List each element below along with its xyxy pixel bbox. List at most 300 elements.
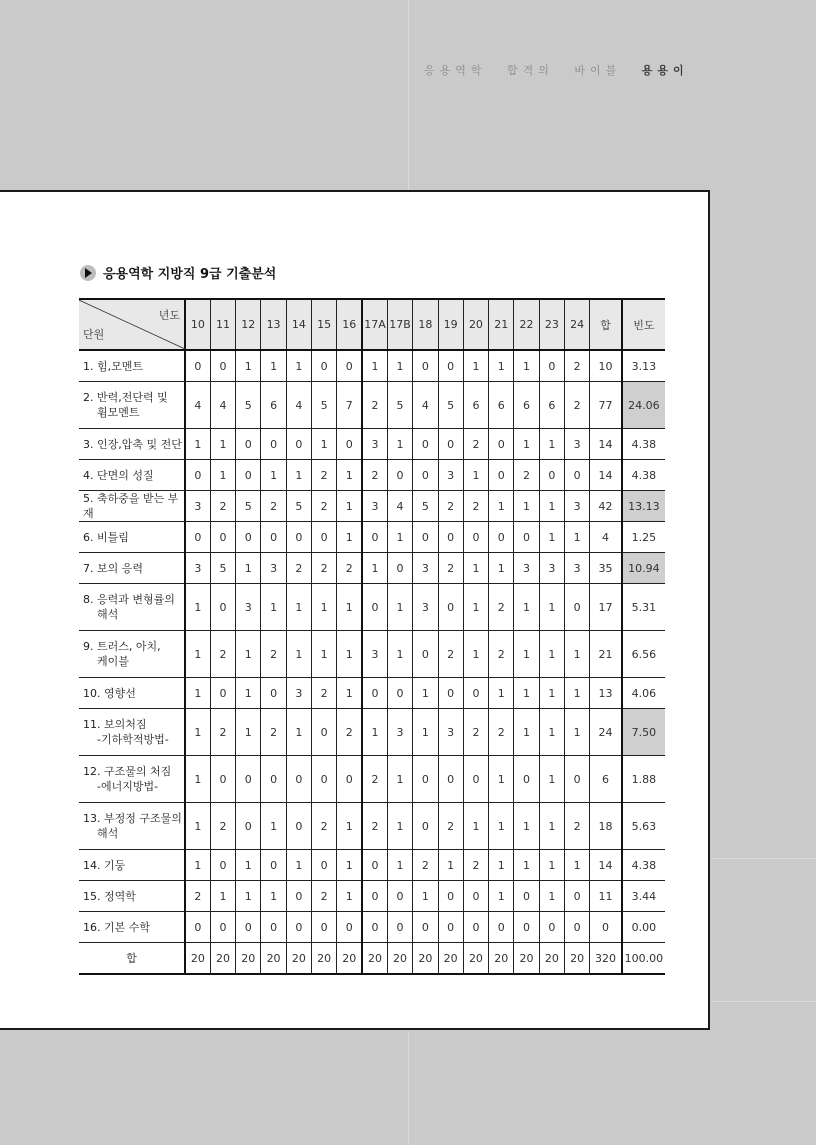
sum-header: 합 — [590, 299, 622, 350]
count-cell: 2 — [312, 881, 337, 912]
count-cell: 3 — [564, 491, 589, 522]
count-cell: 1 — [514, 631, 539, 678]
table-row — [79, 803, 665, 850]
count-cell: 2 — [286, 553, 311, 584]
count-cell: 0 — [261, 678, 286, 709]
count-cell: 20 — [210, 943, 235, 975]
count-cell: 0 — [413, 429, 438, 460]
unit-label — [79, 678, 185, 709]
count-cell: 1 — [489, 678, 514, 709]
unit-label-line2: -에너지방법- — [97, 780, 159, 793]
sum-cell: 24 — [590, 709, 622, 756]
count-cell: 0 — [438, 912, 463, 943]
year-header: 21 — [489, 299, 514, 350]
section-title — [80, 263, 276, 282]
sum-cell: 14 — [590, 850, 622, 881]
table-row — [79, 709, 665, 756]
count-cell: 1 — [387, 850, 412, 881]
count-cell: 0 — [337, 912, 362, 943]
year-header: 19 — [438, 299, 463, 350]
count-cell: 0 — [387, 460, 412, 491]
table-row — [79, 912, 665, 943]
table-row — [79, 522, 665, 553]
unit-label — [79, 850, 185, 881]
count-cell: 0 — [312, 522, 337, 553]
table-row — [79, 631, 665, 678]
count-cell: 2 — [210, 709, 235, 756]
count-cell: 1 — [463, 553, 488, 584]
count-cell: 0 — [438, 350, 463, 382]
count-cell: 0 — [463, 756, 488, 803]
corner-year-label: 년도 — [158, 309, 181, 322]
frequency-cell: 1.25 — [622, 522, 665, 553]
count-cell: 1 — [236, 631, 261, 678]
year-header: 15 — [312, 299, 337, 350]
frequency-cell: 1.88 — [622, 756, 665, 803]
count-cell: 0 — [438, 522, 463, 553]
count-cell: 3 — [564, 429, 589, 460]
frequency-cell: 24.06 — [622, 382, 665, 429]
frequency-cell: 3.13 — [622, 350, 665, 382]
count-cell: 0 — [564, 756, 589, 803]
background-divider — [408, 1031, 409, 1145]
count-cell: 3 — [185, 491, 210, 522]
count-cell: 2 — [438, 491, 463, 522]
count-cell: 0 — [185, 912, 210, 943]
count-cell: 1 — [514, 709, 539, 756]
count-cell: 0 — [261, 850, 286, 881]
count-cell: 1 — [539, 709, 564, 756]
count-cell: 20 — [337, 943, 362, 975]
count-cell: 1 — [489, 850, 514, 881]
count-cell: 0 — [236, 756, 261, 803]
table-row — [79, 460, 665, 491]
count-cell: 1 — [387, 756, 412, 803]
unit-label — [79, 460, 185, 491]
unit-label-line1: 2. 반력,전단력 및 — [83, 391, 168, 404]
count-cell: 1 — [236, 709, 261, 756]
count-cell: 0 — [438, 756, 463, 803]
count-cell: 1 — [337, 631, 362, 678]
count-cell: 1 — [463, 631, 488, 678]
count-cell: 4 — [210, 382, 235, 429]
unit-label — [79, 943, 185, 975]
count-cell: 6 — [489, 382, 514, 429]
running-header-part: 응용역학 — [424, 64, 487, 77]
table-row — [79, 850, 665, 881]
count-cell: 0 — [514, 881, 539, 912]
count-cell: 0 — [362, 850, 387, 881]
unit-label-line2: 해석 — [97, 827, 119, 840]
count-cell: 1 — [564, 678, 589, 709]
sum-cell: 35 — [590, 553, 622, 584]
year-header: 11 — [210, 299, 235, 350]
count-cell: 20 — [539, 943, 564, 975]
year-header: 24 — [564, 299, 589, 350]
count-cell: 3 — [564, 553, 589, 584]
count-cell: 0 — [489, 522, 514, 553]
count-cell: 0 — [312, 350, 337, 382]
count-cell: 1 — [312, 429, 337, 460]
count-cell: 1 — [337, 522, 362, 553]
count-cell: 0 — [564, 912, 589, 943]
count-cell: 1 — [261, 350, 286, 382]
count-cell: 1 — [463, 460, 488, 491]
count-cell: 5 — [387, 382, 412, 429]
count-cell: 1 — [337, 460, 362, 491]
count-cell: 0 — [312, 850, 337, 881]
count-cell: 1 — [564, 850, 589, 881]
count-cell: 0 — [463, 678, 488, 709]
frequency-cell: 100.00 — [622, 943, 665, 975]
count-cell: 0 — [185, 460, 210, 491]
count-cell: 1 — [387, 584, 412, 631]
count-cell: 0 — [362, 522, 387, 553]
unit-label-line1: 8. 응력과 변형률의 — [83, 593, 175, 606]
count-cell: 1 — [236, 850, 261, 881]
count-cell: 0 — [261, 912, 286, 943]
count-cell: 0 — [210, 850, 235, 881]
count-cell: 1 — [210, 881, 235, 912]
play-bullet-icon — [80, 265, 96, 281]
count-cell: 2 — [312, 678, 337, 709]
count-cell: 1 — [261, 881, 286, 912]
count-cell: 0 — [539, 912, 564, 943]
count-cell: 20 — [489, 943, 514, 975]
unit-label-line2: 케이블 — [97, 655, 129, 668]
count-cell: 0 — [463, 912, 488, 943]
unit-label-line1: 3. 인장,압축 및 전단 — [83, 437, 182, 451]
count-cell: 1 — [185, 756, 210, 803]
count-cell: 0 — [413, 460, 438, 491]
year-header: 10 — [185, 299, 210, 350]
count-cell: 0 — [362, 584, 387, 631]
count-cell: 6 — [539, 382, 564, 429]
count-cell: 1 — [387, 350, 412, 382]
count-cell: 1 — [286, 584, 311, 631]
count-cell: 1 — [438, 850, 463, 881]
table-row — [79, 756, 665, 803]
count-cell: 1 — [564, 709, 589, 756]
count-cell: 1 — [539, 429, 564, 460]
count-cell: 2 — [210, 631, 235, 678]
count-cell: 1 — [564, 522, 589, 553]
count-cell: 0 — [564, 584, 589, 631]
count-cell: 0 — [236, 912, 261, 943]
count-cell: 1 — [236, 881, 261, 912]
count-cell: 2 — [438, 803, 463, 850]
sum-cell: 18 — [590, 803, 622, 850]
count-cell: 0 — [337, 350, 362, 382]
year-header: 20 — [463, 299, 488, 350]
count-cell: 0 — [261, 522, 286, 553]
count-cell: 0 — [210, 522, 235, 553]
frequency-cell: 4.38 — [622, 850, 665, 881]
frequency-cell: 10.94 — [622, 553, 665, 584]
count-cell: 1 — [236, 350, 261, 382]
count-cell: 1 — [286, 709, 311, 756]
count-cell: 0 — [286, 881, 311, 912]
sum-cell: 4 — [590, 522, 622, 553]
count-cell: 0 — [438, 429, 463, 460]
count-cell: 0 — [413, 350, 438, 382]
count-cell: 1 — [286, 850, 311, 881]
count-cell: 0 — [564, 460, 589, 491]
unit-label — [79, 522, 185, 553]
unit-label — [79, 429, 185, 460]
frequency-cell: 5.31 — [622, 584, 665, 631]
count-cell: 3 — [261, 553, 286, 584]
count-cell: 0 — [236, 522, 261, 553]
count-cell: 3 — [514, 553, 539, 584]
count-cell: 0 — [261, 756, 286, 803]
count-cell: 2 — [362, 460, 387, 491]
count-cell: 1 — [337, 491, 362, 522]
count-cell: 0 — [261, 429, 286, 460]
count-cell: 0 — [539, 350, 564, 382]
year-header: 18 — [413, 299, 438, 350]
year-header: 12 — [236, 299, 261, 350]
count-cell: 1 — [185, 803, 210, 850]
background-divider — [712, 858, 816, 859]
unit-label-line1: 16. 기본 수학 — [83, 920, 150, 934]
count-cell: 1 — [413, 709, 438, 756]
corner-header — [79, 299, 185, 350]
frequency-cell: 5.63 — [622, 803, 665, 850]
unit-label-line1: 4. 단면의 성질 — [83, 468, 154, 482]
count-cell: 0 — [210, 584, 235, 631]
unit-label — [79, 553, 185, 584]
count-cell: 0 — [185, 522, 210, 553]
count-cell: 1 — [312, 584, 337, 631]
count-cell: 3 — [185, 553, 210, 584]
table-row — [79, 350, 665, 382]
count-cell: 2 — [489, 709, 514, 756]
count-cell: 0 — [438, 584, 463, 631]
count-cell: 2 — [413, 850, 438, 881]
count-cell: 0 — [489, 460, 514, 491]
count-cell: 1 — [286, 631, 311, 678]
table-row — [79, 491, 665, 522]
count-cell: 0 — [413, 803, 438, 850]
count-cell: 1 — [236, 678, 261, 709]
count-cell: 2 — [312, 553, 337, 584]
count-cell: 5 — [236, 382, 261, 429]
sum-cell: 14 — [590, 460, 622, 491]
count-cell: 0 — [286, 912, 311, 943]
unit-label-line1: 11. 보의처짐 — [83, 718, 147, 731]
count-cell: 0 — [514, 912, 539, 943]
count-cell: 6 — [463, 382, 488, 429]
count-cell: 1 — [337, 678, 362, 709]
count-cell: 2 — [564, 350, 589, 382]
count-cell: 5 — [210, 553, 235, 584]
count-cell: 20 — [387, 943, 412, 975]
count-cell: 0 — [210, 350, 235, 382]
frequency-cell: 6.56 — [622, 631, 665, 678]
count-cell: 3 — [413, 584, 438, 631]
count-cell: 0 — [362, 678, 387, 709]
frequency-cell: 13.13 — [622, 491, 665, 522]
sum-cell: 21 — [590, 631, 622, 678]
count-cell: 2 — [261, 631, 286, 678]
count-cell: 0 — [236, 429, 261, 460]
count-cell: 0 — [413, 912, 438, 943]
year-header: 14 — [286, 299, 311, 350]
sum-cell: 17 — [590, 584, 622, 631]
count-cell: 1 — [337, 803, 362, 850]
count-cell: 1 — [539, 756, 564, 803]
count-cell: 2 — [337, 709, 362, 756]
count-cell: 0 — [286, 429, 311, 460]
frequency-cell: 4.38 — [622, 460, 665, 491]
count-cell: 2 — [362, 803, 387, 850]
count-cell: 6 — [261, 382, 286, 429]
count-cell: 1 — [362, 709, 387, 756]
unit-label-line2: 해석 — [97, 608, 119, 621]
count-cell: 0 — [564, 881, 589, 912]
count-cell: 1 — [387, 429, 412, 460]
count-cell: 1 — [185, 678, 210, 709]
count-cell: 0 — [387, 912, 412, 943]
count-cell: 1 — [286, 460, 311, 491]
count-cell: 0 — [514, 756, 539, 803]
unit-label-line1: 12. 구조물의 처짐 — [83, 765, 172, 778]
count-cell: 1 — [337, 584, 362, 631]
count-cell: 3 — [438, 460, 463, 491]
count-cell: 1 — [489, 756, 514, 803]
table-row — [79, 382, 665, 429]
count-cell: 1 — [337, 850, 362, 881]
count-cell: 6 — [514, 382, 539, 429]
count-cell: 1 — [185, 429, 210, 460]
count-cell: 0 — [236, 460, 261, 491]
count-cell: 0 — [210, 678, 235, 709]
unit-label — [79, 912, 185, 943]
year-header: 13 — [261, 299, 286, 350]
count-cell: 1 — [236, 553, 261, 584]
count-cell: 0 — [337, 429, 362, 460]
running-header — [424, 62, 689, 78]
count-cell: 0 — [210, 912, 235, 943]
frequency-cell: 4.38 — [622, 429, 665, 460]
count-cell: 1 — [463, 584, 488, 631]
count-cell: 0 — [286, 522, 311, 553]
count-cell: 0 — [387, 678, 412, 709]
count-cell: 1 — [539, 678, 564, 709]
count-cell: 3 — [286, 678, 311, 709]
count-cell: 1 — [539, 522, 564, 553]
count-cell: 3 — [413, 553, 438, 584]
count-cell: 2 — [514, 460, 539, 491]
count-cell: 1 — [489, 491, 514, 522]
count-cell: 2 — [489, 584, 514, 631]
count-cell: 1 — [387, 522, 412, 553]
count-cell: 2 — [564, 382, 589, 429]
count-cell: 2 — [362, 382, 387, 429]
count-cell: 1 — [539, 631, 564, 678]
unit-label-line1: 6. 비틀림 — [83, 530, 129, 544]
count-cell: 1 — [362, 553, 387, 584]
count-cell: 20 — [261, 943, 286, 975]
count-cell: 1 — [514, 350, 539, 382]
count-cell: 0 — [362, 912, 387, 943]
unit-label-line2: -기하학적방법- — [97, 733, 169, 746]
count-cell: 0 — [387, 881, 412, 912]
count-cell: 1 — [539, 881, 564, 912]
unit-label — [79, 881, 185, 912]
count-cell: 1 — [337, 881, 362, 912]
count-cell: 1 — [564, 631, 589, 678]
count-cell: 7 — [337, 382, 362, 429]
count-cell: 0 — [413, 631, 438, 678]
table-row — [79, 429, 665, 460]
count-cell: 1 — [286, 350, 311, 382]
sum-cell: 14 — [590, 429, 622, 460]
count-cell: 1 — [539, 584, 564, 631]
count-cell: 2 — [261, 491, 286, 522]
count-cell: 2 — [362, 756, 387, 803]
count-cell: 2 — [312, 491, 337, 522]
count-cell: 2 — [463, 429, 488, 460]
table-header-row — [79, 299, 665, 350]
count-cell: 0 — [514, 522, 539, 553]
count-cell: 1 — [514, 429, 539, 460]
corner-unit-label: 단원 — [83, 328, 105, 341]
count-cell: 3 — [362, 429, 387, 460]
count-cell: 5 — [236, 491, 261, 522]
unit-label — [79, 709, 185, 756]
count-cell: 0 — [210, 756, 235, 803]
frequency-header: 빈도 — [622, 299, 665, 350]
count-cell: 5 — [413, 491, 438, 522]
count-cell: 1 — [261, 584, 286, 631]
sum-cell: 320 — [590, 943, 622, 975]
count-cell: 2 — [463, 491, 488, 522]
year-header: 17A — [362, 299, 387, 350]
count-cell: 1 — [312, 631, 337, 678]
sum-cell: 11 — [590, 881, 622, 912]
count-cell: 1 — [514, 491, 539, 522]
unit-label — [79, 803, 185, 850]
count-cell: 1 — [514, 678, 539, 709]
count-cell: 1 — [489, 553, 514, 584]
count-cell: 2 — [312, 803, 337, 850]
count-cell: 1 — [261, 460, 286, 491]
unit-label-line1: 10. 영향선 — [83, 686, 136, 700]
count-cell: 1 — [413, 881, 438, 912]
count-cell: 0 — [438, 678, 463, 709]
count-cell: 20 — [185, 943, 210, 975]
unit-label — [79, 584, 185, 631]
count-cell: 2 — [210, 803, 235, 850]
count-cell: 0 — [185, 350, 210, 382]
year-header: 16 — [337, 299, 362, 350]
exam-analysis-table — [79, 298, 665, 975]
count-cell: 0 — [489, 912, 514, 943]
unit-label-line1: 14. 기둥 — [83, 858, 126, 872]
unit-label — [79, 491, 185, 522]
count-cell: 2 — [463, 850, 488, 881]
count-cell: 0 — [312, 756, 337, 803]
count-cell: 5 — [438, 382, 463, 429]
count-cell: 1 — [539, 491, 564, 522]
count-cell: 1 — [362, 350, 387, 382]
frequency-cell: 3.44 — [622, 881, 665, 912]
count-cell: 0 — [438, 881, 463, 912]
total-label: 합 — [126, 951, 137, 965]
background-divider — [712, 1001, 816, 1002]
